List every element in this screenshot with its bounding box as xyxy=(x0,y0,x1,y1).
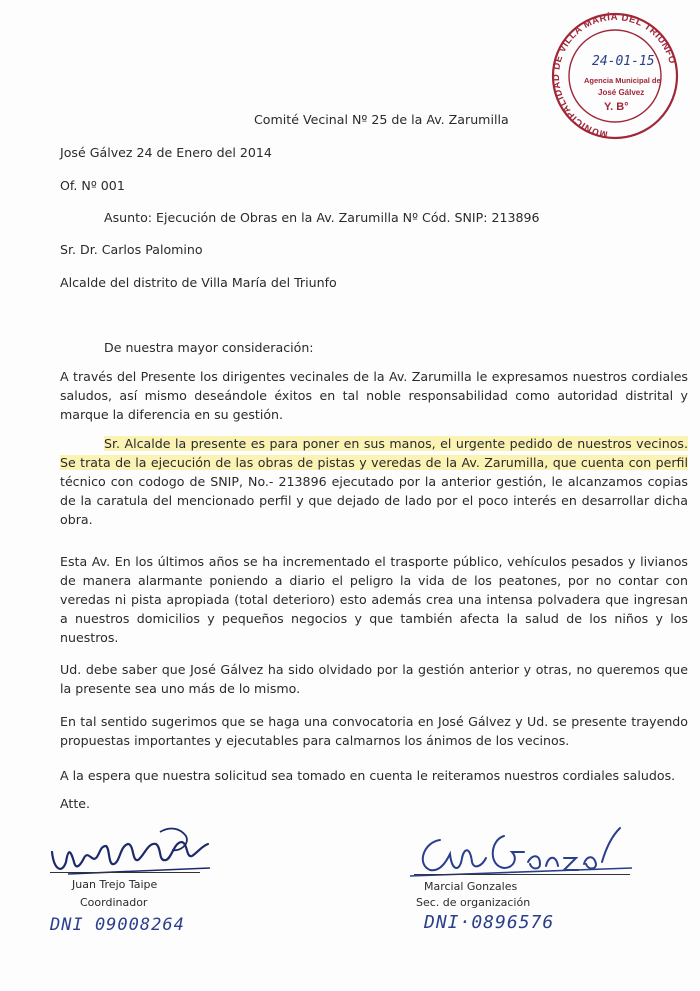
paragraph-2-rest: técnico con codogo de SNIP, No.- 213896 ejecutado por la anterior gestión, le alcanzamos copias de la caratula del mencionado perfil y que dejado de lado por el poco interés en desarrollar dicha obra. xyxy=(60,474,688,527)
paragraph-1 xyxy=(60,367,688,424)
left-signer-role: Coordinador xyxy=(80,896,148,909)
paragraph-4 xyxy=(60,660,688,698)
paragraph-5-text: En tal sentido sugerimos que se haga una convocatoria en José Gálvez y Ud. se presente trayendo propuestas importantes y ejecutables para calmarnos los ánimos de los vecinos. xyxy=(60,714,688,748)
left-signature-line xyxy=(50,872,200,873)
stamp-line-2: José Gálvez xyxy=(598,88,645,97)
closing: Atte. xyxy=(60,796,91,811)
office-number: Of. Nº 001 xyxy=(60,178,125,193)
salutation: De nuestra mayor consideración: xyxy=(104,340,314,355)
paragraph-3-text: Esta Av. En los últimos años se ha incrementado el trasporte público, vehículos pesados y livianos de manera alarmante poniendo a diario el peligro la vida de los peatones, por no contar con veredas ni pista apropiada (total deterioro) esto además crea una intensa polvadera que ingresan a nuestros domicilios y pequeños negocios y que también afecta la salud de los niños y los nuestros. xyxy=(60,554,688,645)
left-signature-icon xyxy=(40,822,220,884)
paragraph-6 xyxy=(60,766,688,785)
right-signer-role: Sec. de organización xyxy=(416,896,531,909)
recipient-name: Sr. Dr. Carlos Palomino xyxy=(60,242,203,257)
paragraph-4-text: Ud. debe saber que José Gálvez ha sido olvidado por la gestión anterior y otras, no queremos que la presente sea uno más de lo mismo. xyxy=(60,662,688,696)
paragraph-5 xyxy=(60,712,688,750)
left-signer-dni: DNI 09008264 xyxy=(50,915,185,935)
recipient-title: Alcalde del distrito de Villa María del Triunfo xyxy=(60,275,337,290)
letter-heading: Comité Vecinal Nº 25 de la Av. Zarumilla xyxy=(254,112,509,127)
right-signer-dni: DNI·0896576 xyxy=(424,912,555,933)
stamp-date: 24-01-15 xyxy=(592,54,655,69)
place-date: José Gálvez 24 de Enero del 2014 xyxy=(60,145,272,160)
stamp-line-1: Agencia Municipal de xyxy=(584,76,661,85)
paragraph-1-text: A través del Presente los dirigentes vecinales de la Av. Zarumilla le expresamos nuestros cordiales saludos, así mismo deseándole éxitos en tal noble responsabilidad como autoridad distrital y marque la diferencia en su gestión. xyxy=(60,369,688,422)
left-signer-name: Juan Trejo Taipe xyxy=(72,878,158,891)
paragraph-2 xyxy=(60,434,688,529)
subject-line: Asunto: Ejecución de Obras en la Av. Zarumilla Nº Cód. SNIP: 213896 xyxy=(104,210,540,225)
right-signer-name: Marcial Gonzales xyxy=(424,880,518,893)
right-signature-line xyxy=(414,874,630,875)
paragraph-3 xyxy=(60,552,688,647)
stamp-ring-text: MUNICIPALIDAD DE VILLA MARÍA DEL TRIUNFO xyxy=(550,11,678,140)
highlighted-request: Sr. Alcalde la presente es para poner en sus manos, el urgente pedido de nuestros vecinos. Se trata de la ejecución de las obras de pistas y veredas de la Av. Zarumilla, que cuenta con perfil xyxy=(60,436,688,470)
municipal-stamp xyxy=(540,10,690,145)
paragraph-6-text: A la espera que nuestra solicitud sea tomado en cuenta le reiteramos nuestros cordiales saludos. xyxy=(60,768,676,783)
stamp-line-3: Y. B° xyxy=(604,101,629,113)
